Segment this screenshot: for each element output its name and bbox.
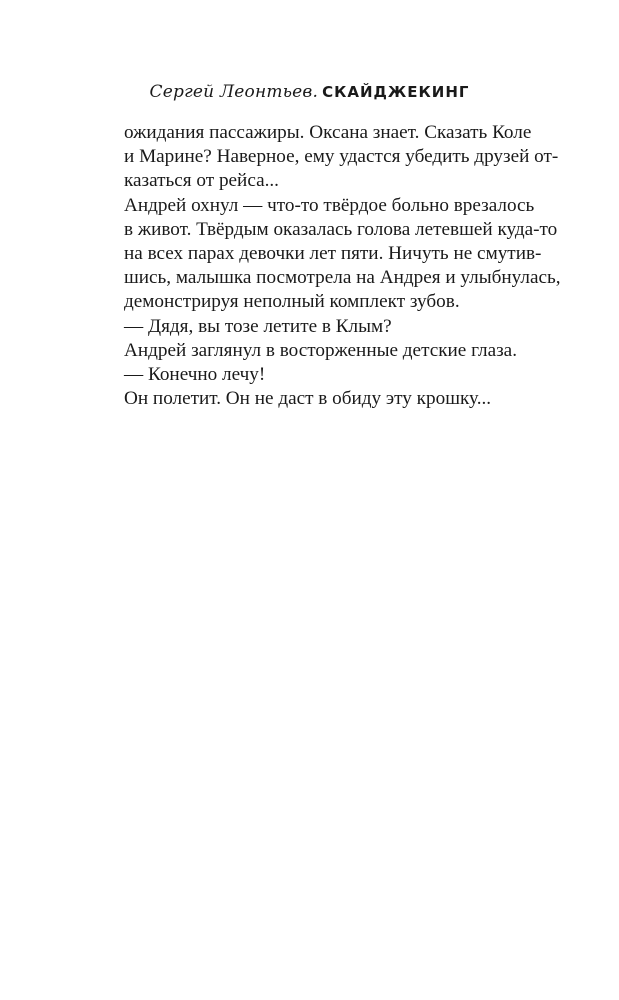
running-header: [0, 82, 619, 102]
body-text: [124, 121, 561, 411]
header-book-title: СКАЙДЖЕКИНГ: [322, 83, 470, 101]
dialogue-line: — Конечно лечу!: [124, 363, 266, 385]
text-line: в живот. Твёрдым оказалась голова летевшей куда-то: [124, 218, 558, 240]
text-line: ожидания пассажиры. Оксана знает. Сказать Коле: [124, 122, 532, 143]
header-author: Сергей Леонтьев.: [149, 82, 319, 102]
dialogue-line: — Дядя, вы тозе летите в Клым?: [124, 315, 392, 337]
text-line: Он полетит. Он не даст в обиду эту крошку...: [124, 388, 492, 410]
text-line: Андрей охнул — что-то твёрдое больно врезалось: [124, 194, 535, 216]
text-line: на всех парах девочки лет пяти. Ничуть не смутив-: [124, 242, 542, 264]
text-line: шись, малышка посмотрела на Андрея и улыбнулась,: [124, 267, 561, 289]
text-line: казаться от рейса...: [124, 170, 279, 192]
text-line: демонстрируя неполный комплект зубов.: [124, 291, 460, 313]
text-line: и Марине? Наверное, ему удастся убедить друзей от-: [124, 146, 559, 168]
text-line: Андрей заглянул в восторженные детские глаза.: [124, 339, 517, 361]
